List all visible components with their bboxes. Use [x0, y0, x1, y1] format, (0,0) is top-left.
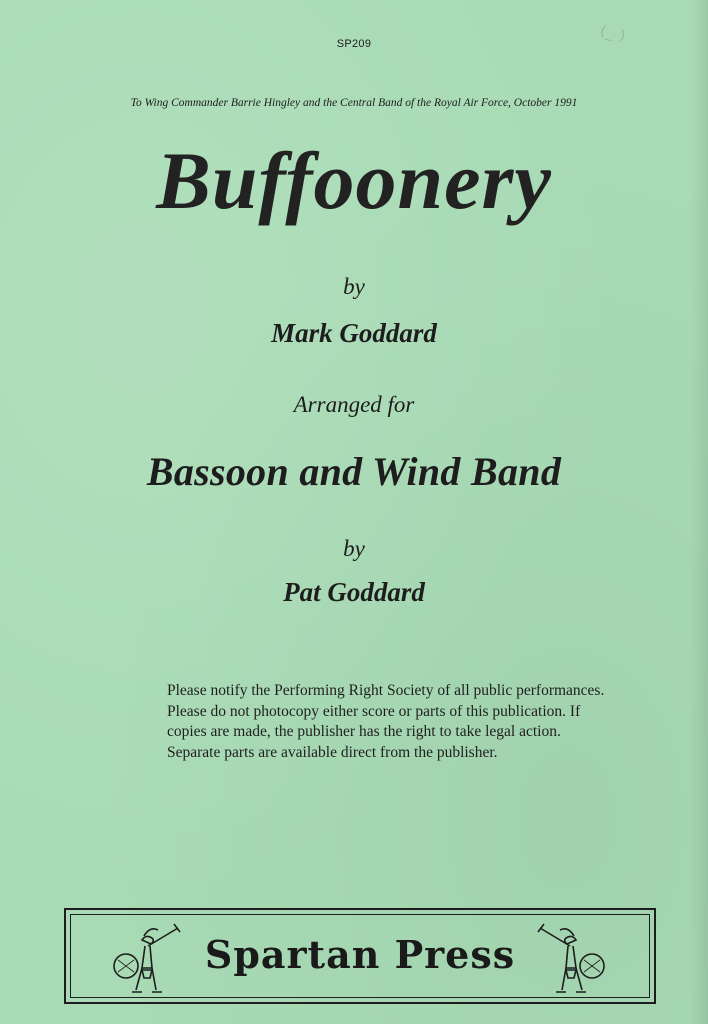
publisher-box [64, 908, 656, 1004]
spartan-warrior-trumpet-icon [112, 918, 182, 998]
pencil-annotation: (_ ) [598, 23, 628, 45]
dedication: To Wing Commander Barrie Hingley and the Central Band of the Royal Air Force, October 1991 [130, 97, 578, 109]
composer-by-label: by [343, 274, 365, 299]
spartan-warrior-trumpet-icon [536, 918, 606, 998]
catalog-number: SP209 [336, 38, 372, 50]
arranger-name: Pat Goddard [283, 577, 425, 607]
page-title: Buffoonery [156, 135, 552, 226]
instrumentation: Bassoon and Wind Band [146, 449, 562, 494]
copyright-notice: Please notify the Performing Right Society of all public performances. Please do not photocopy either score or parts of this publication. If copies are made, the publisher has the right to take legal action. Separate parts are available direct from the publisher. [167, 682, 605, 761]
composer-name: Mark Goddard [271, 318, 437, 348]
arranged-for-label: Arranged for [293, 392, 415, 417]
publisher-name: Spartan Press [204, 932, 516, 977]
arranger-by-label: by [343, 536, 365, 561]
